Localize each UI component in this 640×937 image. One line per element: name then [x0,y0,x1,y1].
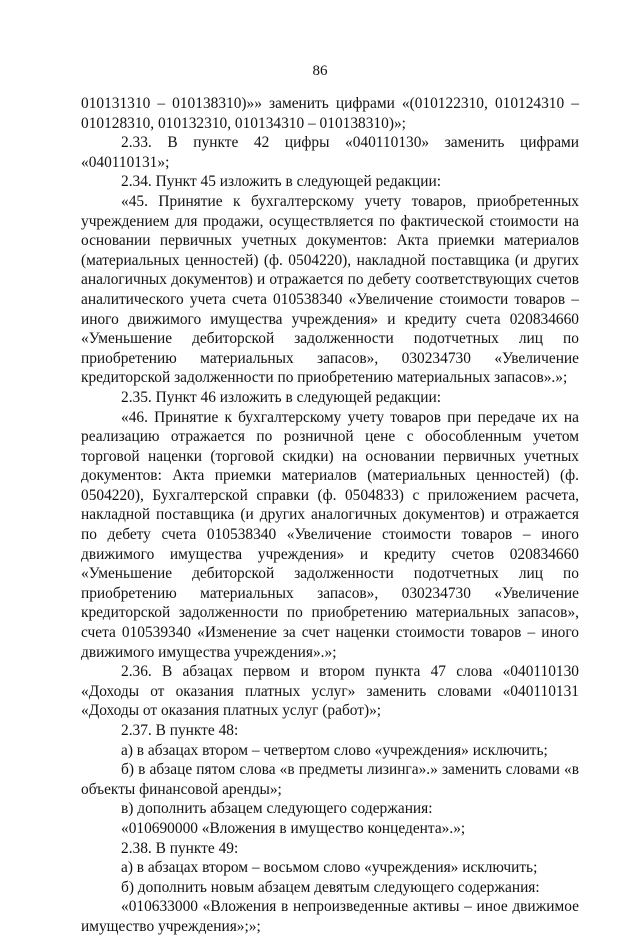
paragraph: «45. Принятие к бухгалтерскому учету товаров, приобретенных учреждением для продажи, осуществляется по фактической стоимости на основании первичных учетных документов: Акта приемки материалов (материальных ценностей) (ф. 0504220), накладной поставщика (и других аналогичных документов) и отражается по дебету соответствующих счетов аналитического учета счета 010538340 «Увеличение стоимости товаров – иного движимого имущества учреждения» и кредиту счета 020834660 «Уменьшение дебиторской задолженности подотчетных лиц по приобретению материальных запасов», 030234730 «Увеличение кредиторской задолженности по приобретению материальных запасов».»; [81,192,579,387]
paragraph: в) дополнить абзацем следующего содержания: [121,800,433,818]
paragraph: 2.38. В пункте 49: [121,839,239,857]
paragraph: 2.33. В пункте 42 цифры «040110130» заменить цифрами «040110131»; [81,134,579,171]
paragraph: 010131310 – 010138310)»» заменить цифрами «(010122310, 010124310 – 010128310, 010132310, 010134310 – 010138310)»; [81,95,579,132]
paragraph: б) дополнить новым абзацем девятым следующего содержания: [121,878,540,896]
paragraph: «010633000 «Вложения в непроизведенные активы – иное движимое имущество учреждения»;»; [81,898,579,935]
paragraph: а) в абзацах втором – четвертом слово «учреждения» исключить; [121,741,548,759]
page-number: 86 [312,63,328,79]
paragraph: б) в абзаце пятом слова «в предметы лизинга».» заменить словами «в объекты финансовой аренды»; [81,761,579,798]
paragraph: 2.37. В пункте 48: [121,722,239,739]
paragraph: «46. Принятие к бухгалтерскому учету товаров при передаче их на реализацию отражается по розничной цене с обособленным учетом торговой наценки (торговой скидки) на основании первичных учетных документов: Акта приемки материалов (материальных ценностей) (ф. 0504220), Бухгалтерской справки (ф. 0504833) с приложением расчета, накладной поставщика (и других аналогичных документов) и отражается по дебету счета 010538340 «Увеличение стоимости товаров – иного движимого имущества учреждения» и кредиту счетов 020834660 «Уменьшение дебиторской задолженности подотчетных лиц по приобретению материальных запасов», 030234730 «Увеличение кредиторской задолженности по приобретению материальных запасов», счета 010539340 «Изменение за счет наценки стоимости товаров – иного движимого имущества учреждения».»; [81,408,579,661]
paragraph: а) в абзацах втором – восьмом слово «учреждения» исключить; [121,859,538,877]
paragraph: 2.34. Пункт 45 изложить в следующей редакции: [121,173,442,191]
paragraph: 2.36. В абзацах первом и втором пункта 47 слова «040110130 «Доходы от оказания платных услуг» заменить словами «040110131 «Доходы от оказания платных услуг (работ)»; [81,663,579,720]
paragraph: «010690000 «Вложения в имущество концедента».»; [121,819,466,837]
paragraph: 2.35. Пункт 46 изложить в следующей редакции: [121,388,442,406]
document-body [81,94,579,937]
